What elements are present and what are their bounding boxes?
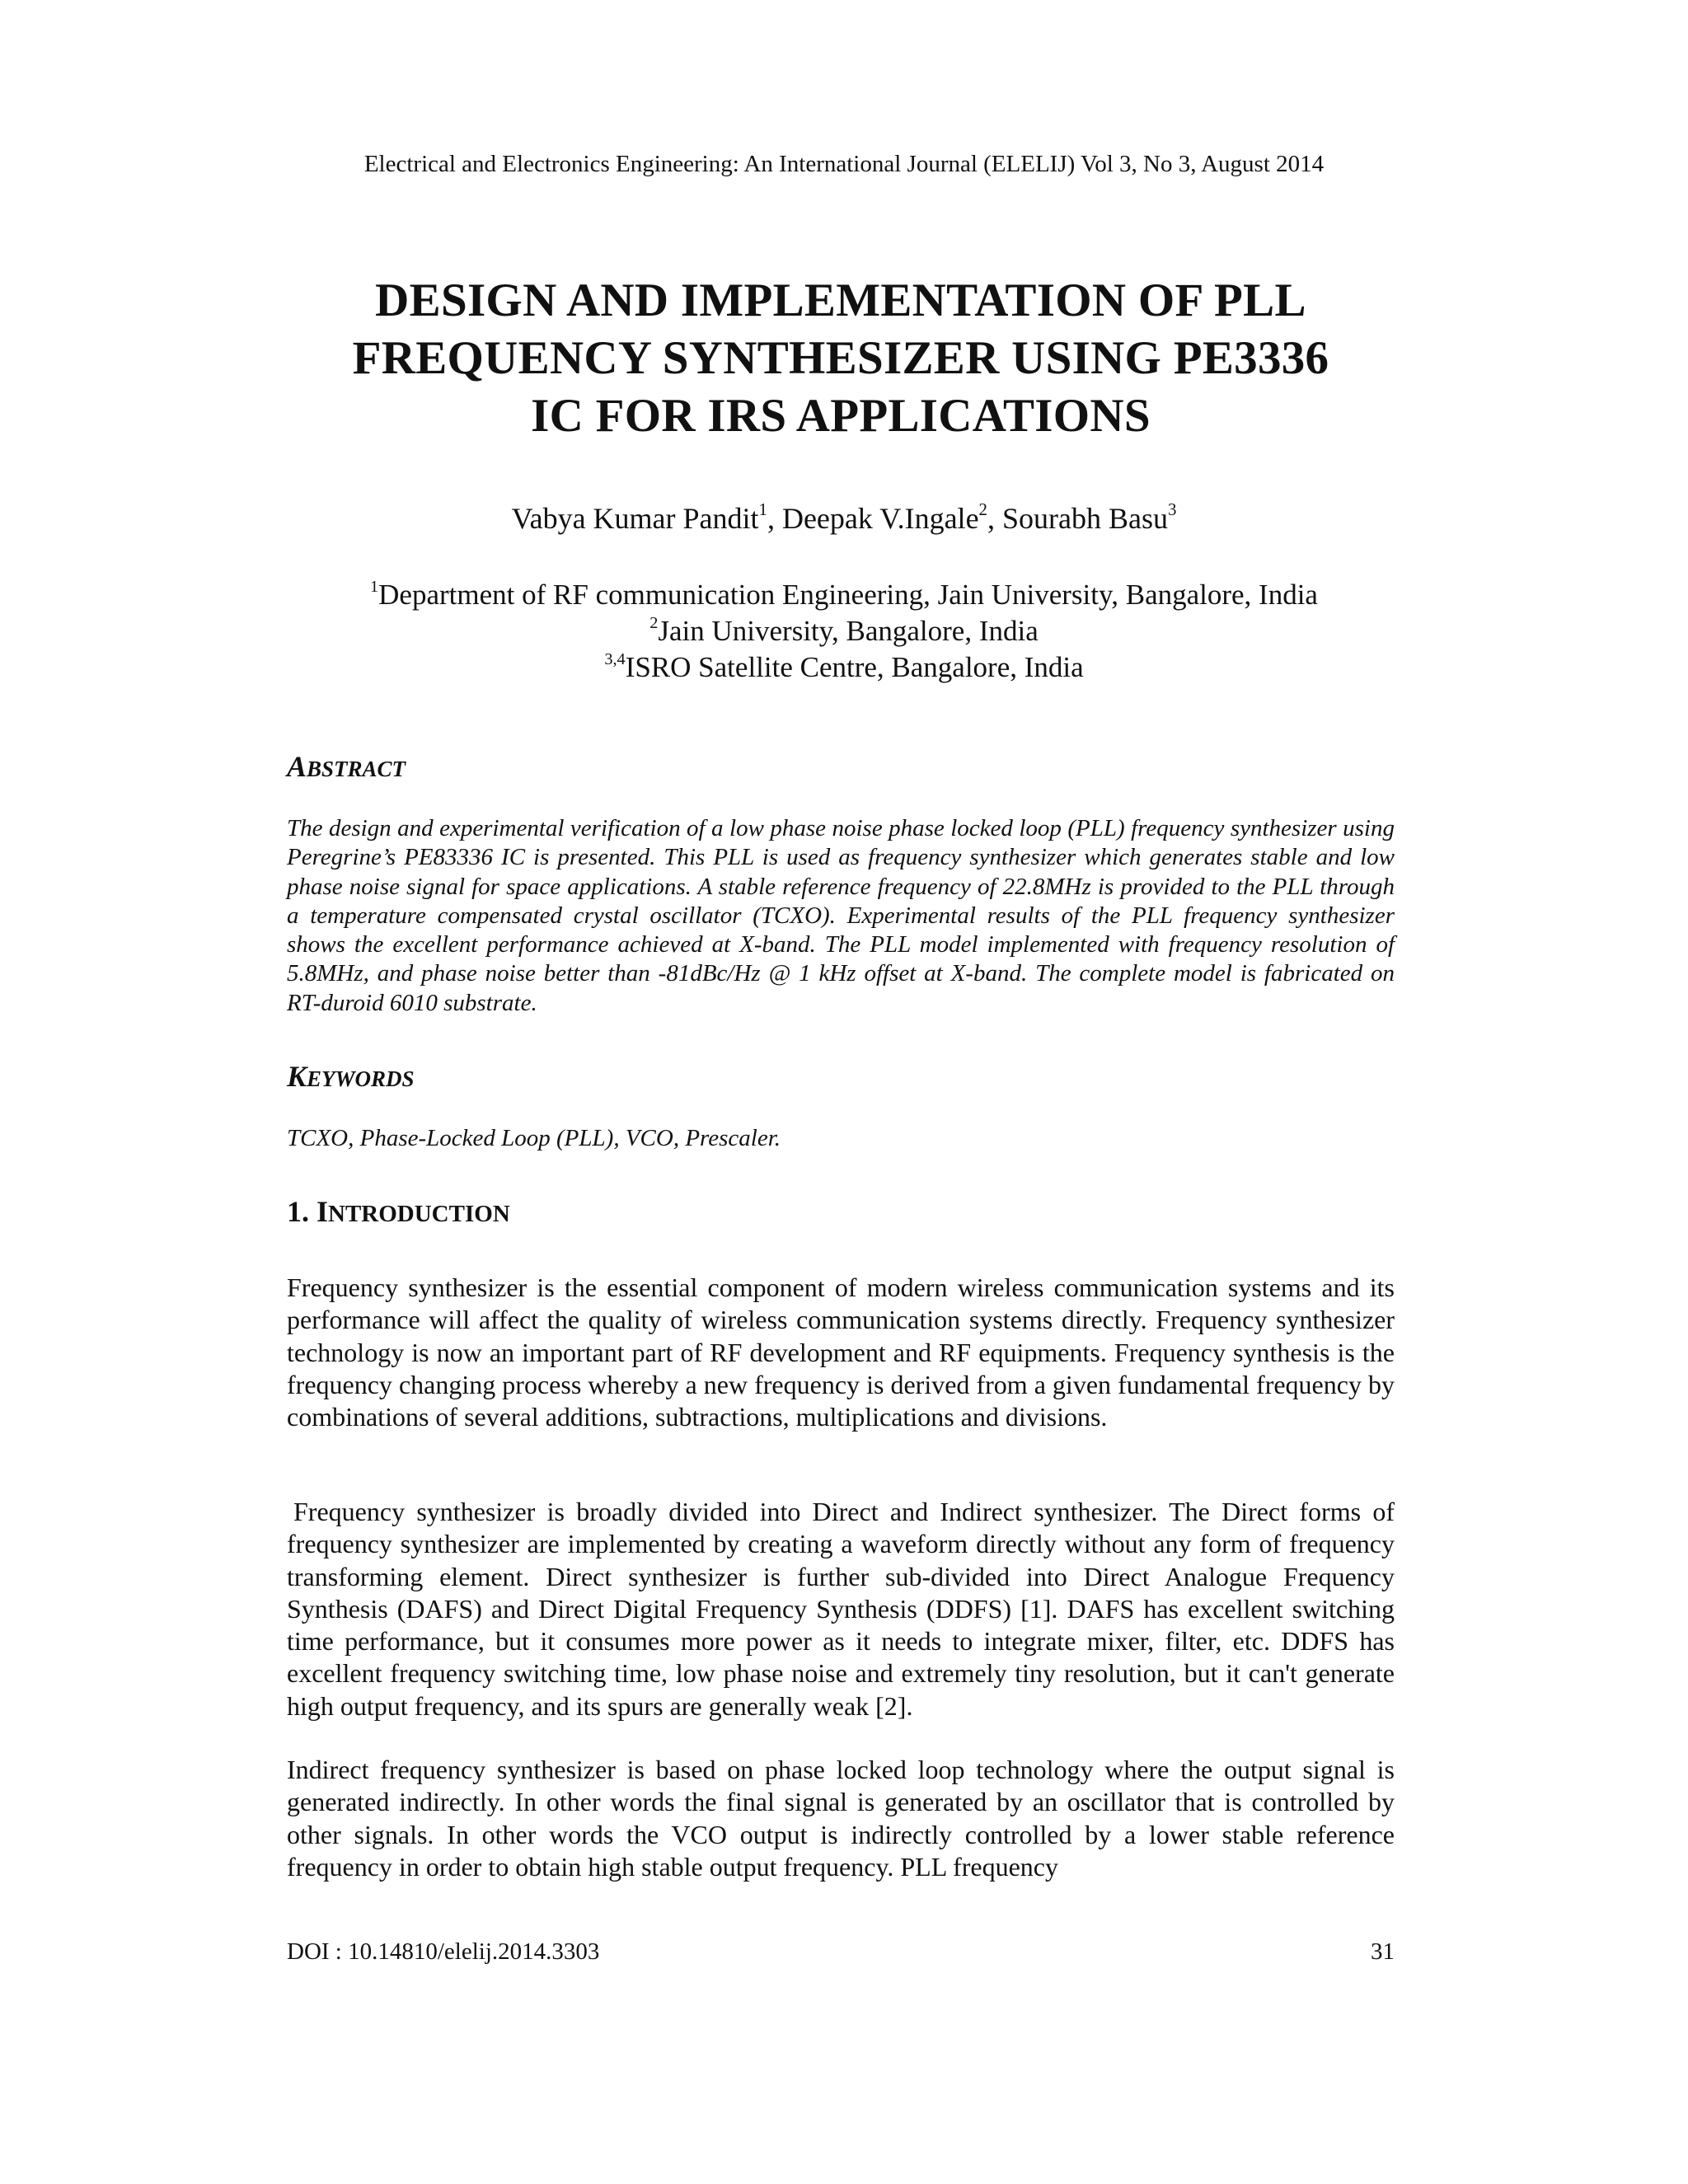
title-line-1: DESIGN AND IMPLEMENTATION OF PLL <box>375 274 1306 326</box>
abstract-text: The design and experimental verification of a low phase noise phase locked loop (PLL) frequency synthesizer using Peregrine’s PE83336 IC is presented. This PLL is used as frequency synthesizer which generates stable and low phase noise signal for space applications. A stable reference frequency of 22.8MHz is provided to the PLL through a temperature compensated crystal oscillator (TCXO). Experimental results of the PLL frequency synthesizer shows the excellent performance achieved at X-band. The PLL model implemented with frequency resolution of 5.8MHz, and phase noise better than -81dBc/Hz @ 1 kHz offset at X-band. The complete model is fabricated on RT-duroid 6010 substrate. <box>287 815 1395 1016</box>
author-superscript: 3 <box>1167 499 1177 520</box>
keywords-heading-rest: EYWORDS <box>307 1066 415 1091</box>
abstract-heading-initial: A <box>287 750 307 783</box>
abstract-heading <box>287 748 406 787</box>
affiliation-text: ISRO Satellite Centre, Bangalore, India <box>625 651 1084 683</box>
affiliation-list <box>0 577 1688 686</box>
affiliation-line <box>0 577 1688 613</box>
affiliation-line <box>0 649 1688 686</box>
introduction-heading-initial: 1. I <box>287 1195 329 1228</box>
author-list <box>0 500 1688 537</box>
page-number: 31 <box>1371 1938 1395 1965</box>
author-separator: , <box>767 502 782 535</box>
intro-paragraph-3: Indirect frequency synthesizer is based on phase locked loop technology where the output signal is generated indirectly. In other words the final signal is generated by an oscillator that is controlled by other signals. In other words the VCO output is indirectly controlled by a lower stable reference frequency in order to obtain high stable output frequency. PLL frequency <box>287 1755 1395 1882</box>
affiliation-superscript: 1 <box>370 577 379 596</box>
author-separator: , <box>987 502 1002 535</box>
author-name: Sourabh Basu <box>1001 502 1168 535</box>
author-name: Deepak V.Ingale <box>781 502 979 535</box>
author-name: Vabya Kumar Pandit <box>511 502 759 535</box>
affiliation-text: Jain University, Bangalore, India <box>658 615 1039 647</box>
affiliation-superscript: 3,4 <box>604 649 626 668</box>
running-head: Electrical and Electronics Engineering: An International Journal (ELELIJ) Vol 3, No 3, August 2014 <box>363 151 1325 177</box>
intro-paragraph-1: Frequency synthesizer is the essential component of modern wireless communication systems and its performance will affect the quality of wireless communication systems directly. Frequency synthesizer technology is now an important part of RF development and RF equipments. Frequency synthesis is the frequency changing process whereby a new frequency is derived from a given fundamental frequency by combinations of several additions, subtractions, multiplications and divisions. <box>287 1272 1395 1432</box>
intro-paragraph-2: Frequency synthesizer is broadly divided into Direct and Indirect synthesizer. The Direct forms of frequency synthesizer are implemented by creating a waveform directly without any form of frequency transforming element. Direct synthesizer is further sub-divided into Direct Analogue Frequency Synthesis (DAFS) and Direct Digital Frequency Synthesis (DDFS) [1]. DAFS has excellent switching time performance, but it consumes more power as it needs to integrate mixer, filter, etc. DDFS has excellent frequency switching time, low phase noise and extremely tiny resolution, but it can't generate high output frequency, and its spurs are generally weak [2]. <box>287 1497 1395 1721</box>
keywords-heading-initial: K <box>287 1060 307 1093</box>
affiliation-line <box>0 613 1688 649</box>
abstract-heading-rest: BSTRACT <box>307 757 406 781</box>
keywords-text: TCXO, Phase-Locked Loop (PLL), VCO, Prescaler. <box>287 1125 781 1151</box>
introduction-heading-rest: NTRODUCTION <box>328 1201 510 1227</box>
title-line-2: FREQUENCY SYNTHESIZER USING PE3336 <box>352 332 1329 384</box>
affiliation-text: Department of RF communication Engineering, Jain University, Bangalore, India <box>378 579 1318 611</box>
paper-title <box>247 272 1434 445</box>
title-line-3: IC FOR IRS APPLICATIONS <box>531 390 1151 442</box>
affiliation-superscript: 2 <box>649 613 659 632</box>
author-superscript: 1 <box>758 499 767 520</box>
introduction-heading <box>287 1193 510 1232</box>
footer-doi: DOI : 10.14810/elelij.2014.3303 <box>287 1938 600 1965</box>
author-superscript: 2 <box>978 499 987 520</box>
keywords-heading <box>287 1058 415 1097</box>
